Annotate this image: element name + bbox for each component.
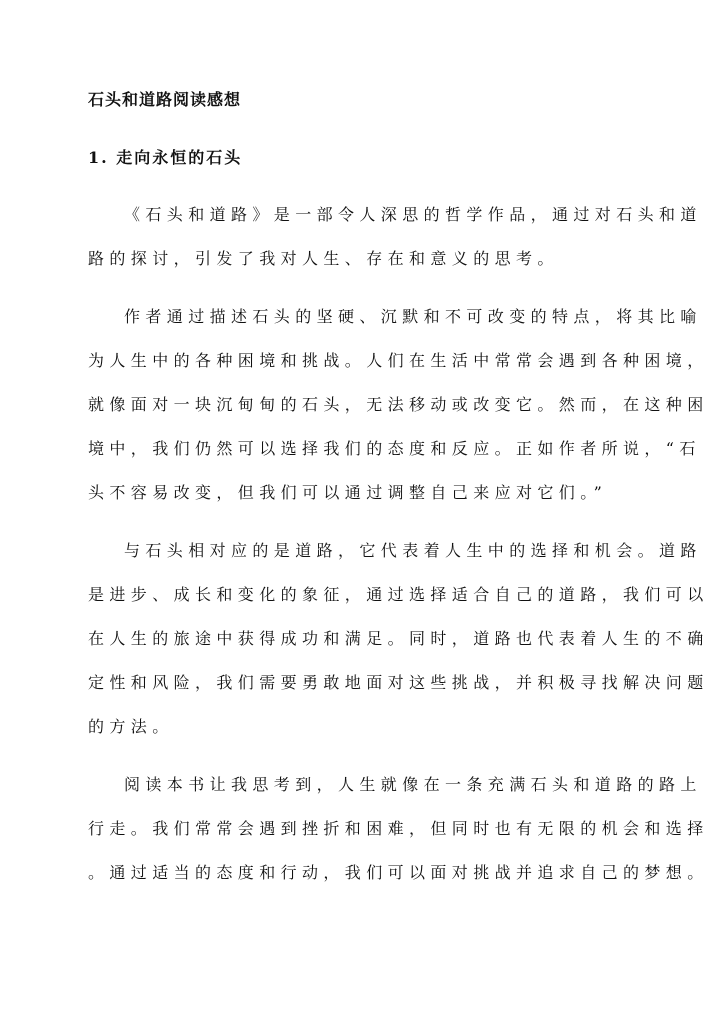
document-body (88, 193, 709, 909)
paragraph-line: 境中，我们仍然可以选择我们的态度和反应。正如作者所说，“石 (88, 439, 701, 458)
section-heading: 1. 走向永恒的石头 (88, 148, 243, 167)
paragraph (88, 529, 709, 749)
paragraph (88, 295, 709, 515)
paragraph-line: 为人生中的各种困境和挑战。人们在生活中常常会遇到各种困境， (88, 351, 709, 370)
paragraph-line: 阅读本书让我思考到，人生就像在一条充满石头和道路的路上 (124, 775, 702, 794)
paragraph-line: 。通过适当的态度和行动，我们可以面对挑战并追求自己的梦想。 (88, 863, 709, 882)
document-title: 石头和道路阅读感想 (88, 90, 242, 109)
paragraph-line: 定性和风险，我们需要勇敢地面对这些挑战，并积极寻找解决问题 (88, 673, 709, 692)
paragraph (88, 763, 709, 895)
paragraph-line: 是进步、成长和变化的象征，通过选择适合自己的道路，我们可以 (88, 585, 709, 604)
paragraph-line: 的方法。 (88, 717, 174, 736)
paragraph-line: 《石头和道路》是一部令人深思的哲学作品，通过对石头和道 (124, 205, 702, 224)
paragraph-line: 就像面对一块沉甸甸的石头，无法移动或改变它。然而，在这种困 (88, 395, 709, 414)
paragraph-line: 行走。我们常常会遇到挫折和困难，但同时也有无限的机会和选择 (88, 819, 709, 838)
paragraph-line: 路的探讨，引发了我对人生、存在和意义的思考。 (88, 249, 559, 268)
paragraph-line: 与石头相对应的是道路，它代表着人生中的选择和机会。道路 (124, 541, 702, 560)
paragraph-line: 作者通过描述石头的坚硬、沉默和不可改变的特点，将其比喻 (124, 307, 702, 326)
paragraph (88, 193, 702, 281)
paragraph-line: 头不容易改变，但我们可以通过调整自己来应对它们。” (88, 483, 608, 502)
paragraph-line: 在人生的旅途中获得成功和满足。同时，道路也代表着人生的不确 (88, 629, 709, 648)
